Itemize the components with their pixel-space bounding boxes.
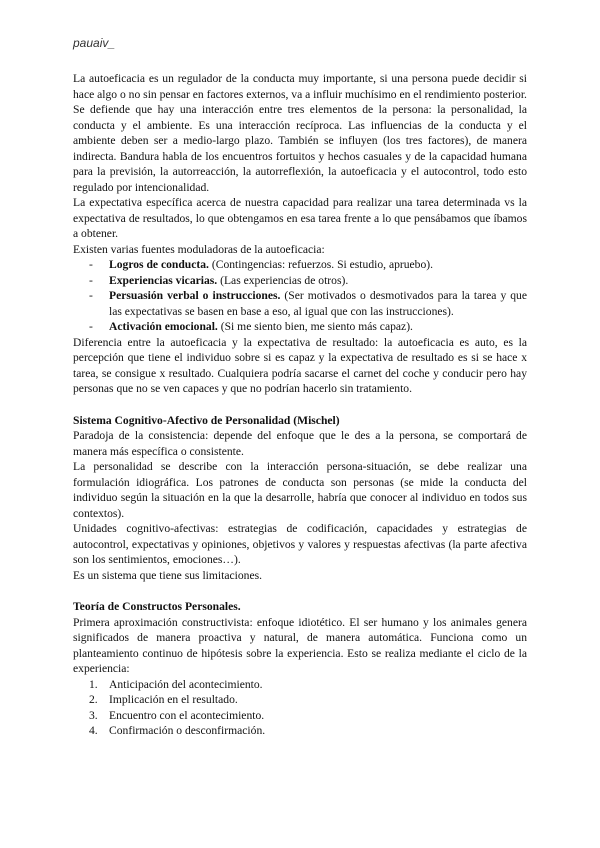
list-item-number: 4.: [89, 724, 98, 737]
list-item-term: Experiencias vicarias.: [109, 273, 218, 287]
list-item-number: 1.: [89, 677, 98, 691]
paragraph: La expectativa específica acerca de nuestra capacidad para realizar una tarea determinada vs la expectativa de resultados, lo que obtengamos en esa tarea frente a lo que pensábamos que íbamos a obtener.: [73, 196, 527, 240]
list-item: [73, 677, 527, 693]
experience-cycle-list: [73, 677, 527, 739]
list-item-text: Anticipación del acontecimiento.: [109, 677, 263, 691]
paragraph: Diferencia entre la autoeficacia y la expectativa de resultado: la autoeficacia es auto, es la percepción que tiene el individuo sobre si es capaz y la expectativa de resultado es si se hace x tarea, se consigue x resultado. Cualquiera podría sacarse el carnet del coche y conducir pero hay personas que no se ven capaces y que no podrían hacerlo sin tratamiento.: [73, 335, 527, 395]
list-item: [73, 273, 527, 289]
paragraph: Existen varias fuentes moduladoras de la autoeficacia:: [73, 242, 325, 256]
list-item: [73, 257, 527, 273]
list-item-number: 3.: [89, 708, 98, 722]
list-item-desc: (Si me siento bien, me siento más capaz).: [217, 320, 413, 333]
list-item: [73, 692, 527, 708]
list-item: [73, 288, 527, 319]
list-item-text: Encuentro con el acontecimiento.: [109, 708, 265, 722]
list-item-term: Persuasión verbal o instrucciones.: [109, 289, 281, 302]
section-heading: Teoría de Constructos Personales.: [73, 600, 241, 613]
document-body: [73, 71, 527, 739]
paragraph: Es un sistema que tiene sus limitaciones.: [73, 568, 263, 582]
author-header: pauaiv_: [73, 36, 116, 50]
list-item-term: Activación emocional.: [109, 320, 218, 333]
paragraph: Paradoja de la consistencia: depende del enfoque que le des a la persona, se comportará de manera más específica o consistente.: [73, 429, 527, 458]
paragraph: Se defiende que hay una interacción entre tres elementos de la persona: la personalidad, la conducta y el ambiente. Es una interacción recíproca. Las influencias de la conducta y el ambiente deben ser a medio-largo plazo. También se influyen (los tres factores), de manera indirecta. Bandura habla de los encuentros fortuitos y hechos casuales y de la capacidad humana para la previsión, la autorreacción, la autorreflexión, la autoeficacia y el autocontrol, todo esto regulado por intencionalidad.: [73, 103, 527, 194]
paragraph: Primera aproximación constructivista: enfoque idiotético. El ser humano y los animales genera significados de manera proactiva y natural, de manera automática. Funciona como un planteamiento continuo de hipótesis sobre la experiencia. Esto se realiza mediante el ciclo de la experiencia:: [73, 615, 527, 675]
list-item: [73, 723, 527, 739]
paragraph: La autoeficacia es un regulador de la conducta muy importante, si una persona puede decidir si hace algo o no sin pensar en factores externos, va a influir muchísimo en el rendimiento posterior.: [73, 72, 527, 101]
list-item-desc: (Las experiencias de otros).: [217, 273, 349, 287]
sources-list: [73, 257, 527, 335]
paragraph: La personalidad se describe con la interacción persona-situación, se debe realizar una formulación idiográfica. Los patrones de conducta son personas (se mide la conducta del individuo según la situación en la que la desarrolle, habría que conocer al individuo en todos sus contextos).: [73, 460, 527, 520]
list-item: [73, 708, 527, 724]
list-item-text: Confirmación o desconfirmación.: [109, 724, 266, 737]
list-item-text: Implicación en el resultado.: [109, 693, 238, 706]
list-item-desc: (Ser motivados o desmotivados para la tarea y que las expectativas se basen en base a eso, al igual que con las instrucciones).: [109, 289, 527, 318]
list-item-term: Logros de conducta.: [109, 258, 209, 271]
section-heading: Sistema Cognitivo-Afectivo de Personalidad (Mischel): [73, 413, 340, 427]
paragraph: Unidades cognitivo-afectivas: estrategias de codificación, capacidades y estrategias de autocontrol, expectativas y opiniones, objetivos y valores y respuestas afectivas (la parte afectiva son los sentimientos, emociones…).: [73, 522, 527, 566]
list-item: [73, 319, 527, 335]
list-item-number: 2.: [89, 693, 98, 706]
list-item-desc: (Contingencias: refuerzos. Si estudio, apruebo).: [208, 258, 434, 271]
